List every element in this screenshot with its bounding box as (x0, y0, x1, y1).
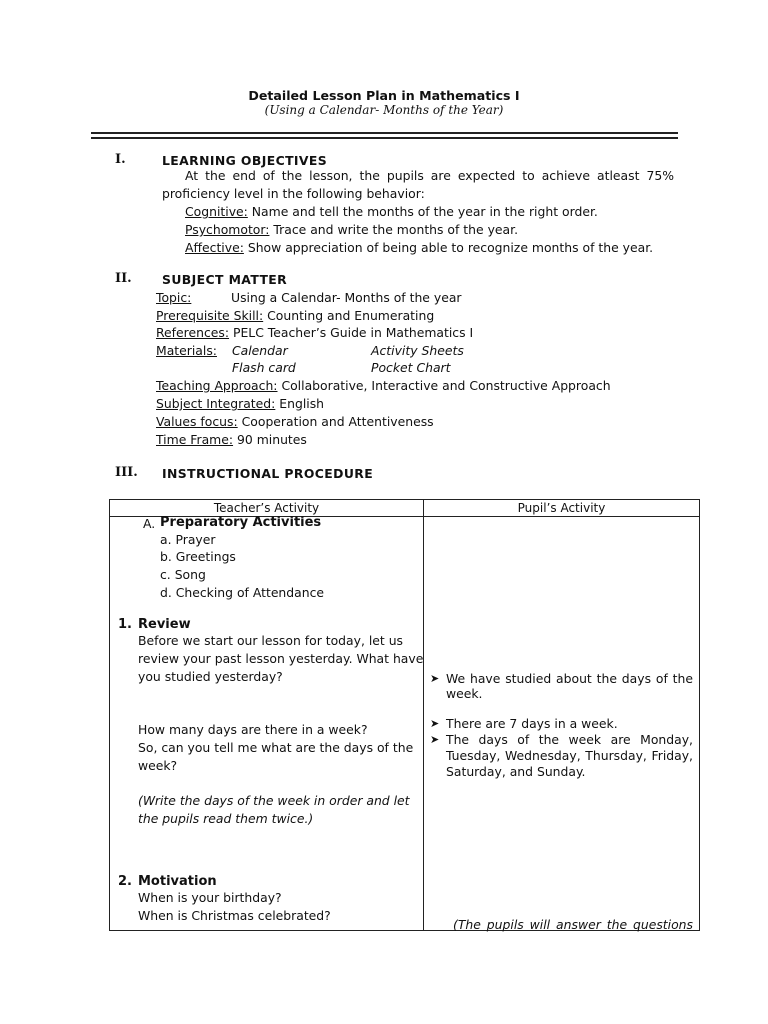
table-header-teacher: Teacher’s Activity (213, 501, 320, 515)
prerequisite-value: Counting and Enumerating (267, 308, 435, 323)
pupil-answer-line: week. (446, 686, 483, 701)
objectives-intro-line1: At the end of the lesson, the pupils are expected to achieve atleast 75% (185, 168, 674, 183)
section-heading-procedure: INSTRUCTIONAL PROCEDURE (162, 466, 374, 481)
arrow-bullet-icon: ➤ (430, 717, 440, 730)
timeframe-row (156, 432, 307, 447)
review-line: Before we start our lesson for today, let us (138, 633, 404, 648)
references-row (156, 325, 473, 340)
table-header-pupil: Pupil’s Activity (517, 501, 606, 515)
objective-text: Show appreciation of being able to recognize months of the year. (247, 240, 654, 255)
header-rule-bottom (91, 137, 678, 139)
header-rule-top (91, 132, 678, 134)
review-question-line: So, can you tell me what are the days of the (138, 740, 414, 755)
section-numeral-procedure: III. (115, 465, 138, 480)
review-number: 1. (118, 617, 132, 632)
objective-label: Affective: (185, 240, 244, 255)
timeframe-value: 90 minutes (237, 432, 307, 447)
materials-label: Materials: (156, 343, 217, 358)
timeframe-label: Time Frame: (156, 432, 234, 447)
arrow-bullet-icon: ➤ (430, 733, 440, 746)
motivation-line: When is Christmas celebrated? (138, 908, 331, 923)
prep-item: d. Checking of Attendance (160, 585, 325, 600)
section-heading-objectives: LEARNING OBJECTIVES (162, 153, 328, 168)
pupil-answer-line: Tuesday, Wednesday, Thursday, Friday, (446, 748, 693, 763)
topic-label: Topic: (156, 290, 192, 305)
prep-item: a. Prayer (160, 532, 216, 547)
objective-label: Cognitive: (185, 204, 248, 219)
pupil-answer-line: We have studied about the days of the (446, 671, 693, 686)
references-value: PELC Teacher’s Guide in Mathematics I (232, 325, 474, 340)
pupil-answer-line: Saturday, and Sunday. (446, 764, 586, 779)
preparatory-letter: A. (143, 516, 156, 531)
review-line: review your past lesson yesterday. What have (138, 651, 424, 666)
objective-affective (185, 240, 653, 255)
objective-text: Trace and write the months of the year. (273, 222, 519, 237)
objective-cognitive (185, 204, 598, 219)
pupil-note: (The pupils will answer the questions (453, 917, 693, 932)
review-heading: Review (138, 617, 191, 632)
section-numeral-subject: II. (115, 271, 132, 286)
integrated-label: Subject Integrated: (156, 396, 276, 411)
review-question-line: How many days are there in a week? (138, 722, 368, 737)
prep-item: b. Greetings (160, 549, 236, 564)
objective-psychomotor (185, 222, 518, 237)
prerequisite-label: Prerequisite Skill: (156, 308, 264, 323)
review-note-line: the pupils read them twice.) (138, 811, 314, 826)
section-heading-subject: SUBJECT MATTER (162, 272, 288, 287)
pupil-answer-line: There are 7 days in a week. (446, 716, 618, 731)
integrated-value: English (279, 396, 325, 411)
material-item: Activity Sheets (371, 343, 464, 358)
document-title: Detailed Lesson Plan in Mathematics I (248, 88, 520, 103)
material-item: Flash card (232, 360, 296, 375)
integrated-row (156, 396, 324, 411)
values-row (156, 414, 434, 429)
section-numeral-objectives: I. (115, 152, 126, 167)
approach-label: Teaching Approach: (156, 378, 278, 393)
objective-label: Psychomotor: (185, 222, 270, 237)
approach-row (156, 378, 611, 393)
preparatory-heading: Preparatory Activities (160, 515, 322, 530)
review-line: you studied yesterday? (138, 669, 283, 684)
document-subtitle: (Using a Calendar- Months of the Year) (264, 103, 504, 117)
references-label: References: (156, 325, 230, 340)
motivation-line: When is your birthday? (138, 890, 282, 905)
material-item: Pocket Chart (371, 360, 451, 375)
motivation-number: 2. (118, 874, 132, 889)
review-question-line: week? (138, 758, 178, 773)
objectives-intro-line2: proficiency level in the following behavior: (162, 186, 425, 201)
prerequisite-row (156, 308, 434, 323)
objective-text: Name and tell the months of the year in the right order. (251, 204, 598, 219)
motivation-heading: Motivation (138, 874, 217, 889)
prep-item: c. Song (160, 567, 206, 582)
material-item: Calendar (232, 343, 288, 358)
table-column-divider (423, 500, 424, 930)
arrow-bullet-icon: ➤ (430, 672, 440, 685)
values-value: Cooperation and Attentiveness (241, 414, 434, 429)
approach-value: Collaborative, Interactive and Constructive Approach (281, 378, 611, 393)
pupil-answer-line: The days of the week are Monday, (446, 732, 693, 747)
topic-value: Using a Calendar- Months of the year (231, 290, 462, 305)
review-note-line: (Write the days of the week in order and let (138, 793, 410, 808)
values-label: Values focus: (156, 414, 238, 429)
